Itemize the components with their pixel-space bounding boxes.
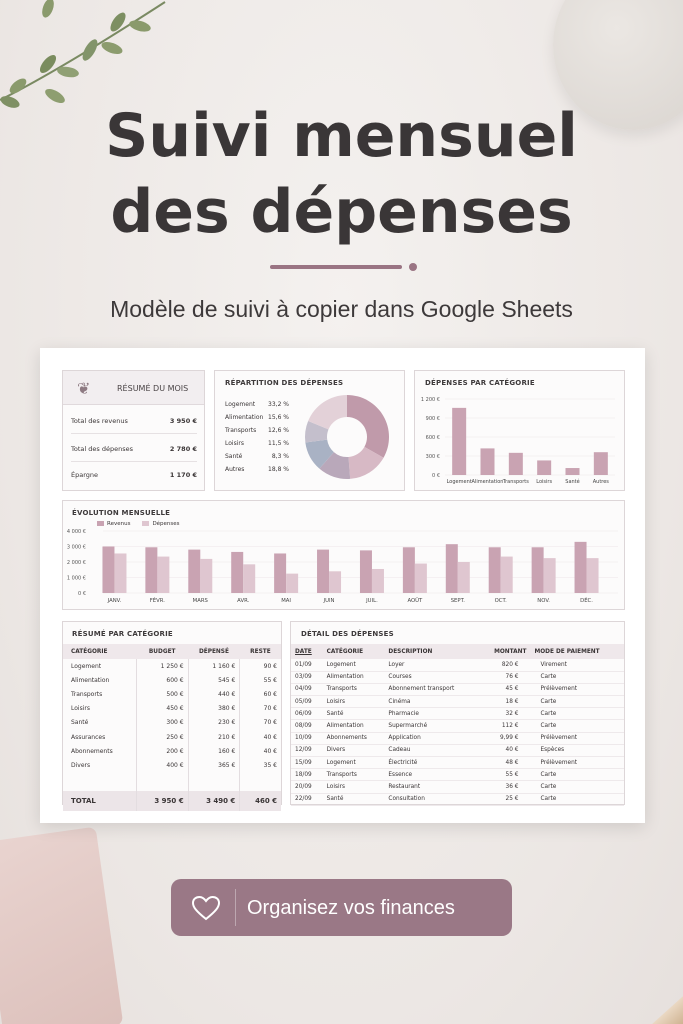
table-cell: Carte	[530, 671, 624, 683]
table-cell: 545 €	[188, 673, 240, 687]
repartition-label: Transports	[225, 427, 257, 434]
table-cell: 1 250 €	[136, 659, 188, 673]
repartition-donut-chart	[303, 393, 391, 481]
table-cell: 20/09	[291, 781, 323, 793]
table-row	[291, 769, 624, 781]
bar-depenses-5	[329, 571, 341, 593]
bar-3	[537, 460, 551, 475]
organize-finances-label: Organisez vos finances	[247, 897, 455, 919]
ytick-label: 0 €	[78, 591, 86, 597]
table-cell: 500 €	[136, 687, 188, 701]
table-cell: 40 €	[263, 747, 277, 755]
organize-finances-button[interactable]	[171, 879, 512, 936]
table-header: MODE DE PAIEMENT	[530, 644, 624, 659]
table-cell: 04/09	[291, 683, 323, 695]
table-row	[63, 687, 281, 701]
table-cell: Carte	[530, 708, 624, 720]
bar-4	[566, 468, 580, 475]
table-cell: Pharmacie	[384, 708, 478, 720]
table-cell: Santé	[323, 708, 385, 720]
repartition-label: Alimentation	[225, 414, 264, 421]
table-row	[291, 683, 624, 695]
repartition-value: 11,5 %	[268, 440, 289, 447]
table-cell: Prélèvement	[530, 683, 624, 695]
table-header: DATE	[291, 644, 323, 659]
table-cell: 300 €	[136, 716, 188, 730]
ytick-label: 600 €	[425, 435, 440, 441]
title-divider	[270, 265, 402, 269]
table-cell: Consultation	[384, 793, 478, 805]
table-cell: 03/09	[291, 671, 323, 683]
summary-row-expenses: Total des dépenses 2 780 €	[71, 445, 197, 462]
ytick-label: 900 €	[425, 416, 440, 422]
table-cell: 18/09	[291, 769, 323, 781]
bar-revenus-11	[575, 542, 587, 593]
xtick-label: DÉC.	[580, 598, 593, 604]
bar-depenses-0	[114, 553, 126, 593]
table-cell: Carte	[530, 720, 624, 732]
table-cell: 06/09	[291, 708, 323, 720]
xtick-label: OCT.	[494, 598, 507, 604]
table-cell: 440 €	[188, 687, 240, 701]
repartition-row	[225, 401, 289, 408]
table-cell: 22/09	[291, 793, 323, 805]
table-row	[63, 730, 281, 744]
xtick-label: Alimentation	[471, 479, 504, 485]
legend-item-depenses: Dépenses	[142, 521, 179, 527]
repartition-label: Santé	[225, 453, 243, 460]
total-cell: 460 €	[240, 791, 281, 811]
table-row	[291, 781, 624, 793]
xtick-label: AOÛT	[407, 598, 423, 604]
bar-revenus-3	[231, 552, 243, 593]
table-header: DESCRIPTION	[384, 644, 478, 659]
total-cell: TOTAL	[63, 791, 136, 811]
table-header: MONTANT	[479, 644, 531, 659]
bar-2	[509, 453, 523, 475]
summary-row-income: Total des revenus 3 950 €	[71, 417, 197, 434]
summary-card	[62, 370, 205, 491]
bar-depenses-10	[544, 558, 556, 593]
table-cell: 1 160 €	[188, 659, 240, 673]
table-cell: Prélèvement	[530, 757, 624, 769]
table-cell: 90 €	[263, 662, 277, 670]
heart-icon	[191, 895, 221, 921]
xtick-label: JANV.	[107, 598, 122, 604]
table-cell: 250 €	[136, 730, 188, 744]
xtick-label: NOV.	[537, 598, 550, 604]
table-cell: Espèces	[530, 744, 624, 756]
table-cell: Essence	[384, 769, 478, 781]
xtick-label: JUIN	[323, 598, 335, 604]
repartition-row	[225, 427, 289, 434]
table-row	[291, 793, 624, 805]
table-cell: 15/09	[291, 757, 323, 769]
table-cell: Transports	[323, 769, 385, 781]
table-cell: 600 €	[136, 673, 188, 687]
table-cell: Logement	[323, 757, 385, 769]
page-subtitle: Modèle de suivi à copier dans Google Sheets	[110, 296, 573, 322]
repartition-value: 33,2 %	[268, 401, 289, 408]
repartition-value: 15,6 %	[268, 414, 289, 421]
category-summary-table	[63, 644, 281, 811]
xtick-label: Transports	[502, 479, 529, 485]
table-cell: Santé	[323, 793, 385, 805]
table-cell: Logement	[63, 659, 136, 673]
table-cell: Carte	[530, 781, 624, 793]
table-row	[63, 659, 281, 673]
table-cell: 210 €	[188, 730, 240, 744]
table-cell: 25 €	[479, 793, 531, 805]
xtick-label: JUIL.	[366, 598, 378, 604]
table-cell: 365 €	[188, 758, 240, 772]
table-cell: Santé	[63, 716, 136, 730]
summary-title: RÉSUMÉ DU MOIS	[117, 384, 189, 393]
table-row	[291, 696, 624, 708]
leaf-icon: ❦	[77, 379, 91, 398]
table-cell: Virement	[530, 659, 624, 671]
xtick-label: Logement	[446, 479, 472, 485]
table-cell: 01/09	[291, 659, 323, 671]
ytick-label: 4 000 €	[66, 529, 86, 535]
category-summary-card	[62, 621, 282, 805]
xtick-label: MAI	[281, 598, 292, 604]
page-title: Suivi mensuel des dépenses	[105, 101, 578, 247]
table-cell: Restaurant	[384, 781, 478, 793]
table-cell: Divers	[63, 758, 136, 772]
bar-revenus-4	[274, 553, 286, 593]
table-row	[291, 744, 624, 756]
monthly-evolution-chart	[63, 501, 624, 609]
bar-depenses-3	[243, 564, 255, 593]
xtick-label: Loisirs	[536, 479, 553, 485]
bar-revenus-6	[360, 550, 372, 593]
xtick-label: Santé	[565, 479, 580, 485]
table-cell: Électricité	[384, 757, 478, 769]
xtick-label: FÉVR.	[149, 598, 165, 604]
table-header: RESTE	[240, 644, 281, 659]
table-cell: 12/09	[291, 744, 323, 756]
table-cell: 60 €	[263, 690, 277, 698]
table-cell: 40 €	[263, 733, 277, 741]
table-cell: 230 €	[188, 716, 240, 730]
xtick-label: MARS	[192, 598, 208, 604]
ytick-label: 1 000 €	[66, 575, 86, 582]
table-cell: 380 €	[188, 702, 240, 716]
repartition-label: Logement	[225, 401, 256, 408]
table-cell: Alimentation	[323, 671, 385, 683]
repartition-value: 8,3 %	[271, 453, 289, 460]
bar-5	[594, 452, 608, 475]
table-row	[291, 708, 624, 720]
table-cell: 55 €	[479, 769, 531, 781]
bar-depenses-11	[587, 558, 599, 593]
bar-revenus-7	[403, 547, 415, 593]
expenses-by-category-title: DÉPENSES PAR CATÉGORIE	[425, 379, 535, 387]
table-cell: Transports	[63, 687, 136, 701]
table-cell: 70 €	[263, 719, 277, 727]
table-row	[291, 659, 624, 671]
total-cell: 3 950 €	[136, 791, 188, 811]
expense-detail-title: DÉTAIL DES DÉPENSES	[301, 630, 394, 638]
bar-1	[481, 448, 495, 475]
table-row-empty	[63, 773, 281, 791]
total-cell: 3 490 €	[188, 791, 240, 811]
repartition-label: Autres	[225, 466, 245, 473]
table-cell: 05/09	[291, 696, 323, 708]
table-cell: Loisirs	[323, 781, 385, 793]
bar-revenus-9	[489, 547, 501, 593]
table-cell: 40 €	[479, 744, 531, 756]
table-row	[291, 720, 624, 732]
table-cell: 70 €	[263, 705, 277, 713]
summary-header	[63, 371, 204, 405]
bar-revenus-2	[188, 550, 200, 593]
table-row	[291, 732, 624, 744]
table-cell: Assurances	[63, 730, 136, 744]
table-cell: Cinéma	[384, 696, 478, 708]
bar-depenses-1	[157, 557, 169, 593]
table-row	[63, 758, 281, 772]
repartition-row	[225, 466, 289, 473]
table-header: BUDGET	[136, 644, 188, 659]
table-cell: 400 €	[136, 758, 188, 772]
table-cell: Loisirs	[323, 696, 385, 708]
table-header: DÉPENSÉ	[188, 644, 240, 659]
bar-depenses-8	[458, 562, 470, 593]
table-cell: 35 €	[263, 761, 277, 769]
xtick-label: Autres	[592, 479, 609, 485]
table-cell: Application	[384, 732, 478, 744]
title-divider-dot	[409, 263, 417, 271]
repartition-row	[225, 414, 289, 421]
repartition-title: RÉPARTITION DES DÉPENSES	[225, 379, 344, 387]
xtick-label: SEPT.	[450, 598, 465, 604]
table-cell: Prélèvement	[530, 732, 624, 744]
bar-revenus-5	[317, 550, 329, 593]
table-row-total	[63, 791, 281, 811]
bar-revenus-1	[145, 547, 157, 593]
bar-depenses-6	[372, 569, 384, 593]
table-cell: Transports	[323, 683, 385, 695]
table-cell: 820 €	[479, 659, 531, 671]
repartition-value: 12,6 %	[268, 427, 289, 434]
bar-revenus-10	[532, 547, 544, 593]
spreadsheet-preview	[40, 348, 645, 823]
donut-slice-0	[347, 395, 389, 458]
table-cell: 112 €	[479, 720, 531, 732]
category-summary-title: RÉSUMÉ PAR CATÉGORIE	[72, 630, 173, 638]
expenses-by-category-chart	[415, 371, 624, 490]
table-cell: Abonnements	[323, 732, 385, 744]
table-cell: 10/09	[291, 732, 323, 744]
table-cell: Divers	[323, 744, 385, 756]
table-cell: Abonnement transport	[384, 683, 478, 695]
summary-row-savings: Épargne 1 170 €	[71, 471, 197, 479]
table-cell: Supermarché	[384, 720, 478, 732]
ytick-label: 2 000 €	[66, 560, 86, 566]
table-cell: 200 €	[136, 744, 188, 758]
table-cell: 55 €	[263, 676, 277, 684]
table-cell: Abonnements	[63, 744, 136, 758]
bar-depenses-9	[501, 557, 513, 593]
bar-revenus-8	[446, 544, 458, 593]
table-cell: Carte	[530, 793, 624, 805]
table-header: CATÉGORIE	[323, 644, 385, 659]
table-row	[291, 757, 624, 769]
table-cell: 08/09	[291, 720, 323, 732]
table-cell: Cadeau	[384, 744, 478, 756]
table-row	[291, 671, 624, 683]
repartition-label: Loisirs	[225, 440, 244, 447]
bar-depenses-2	[200, 559, 212, 593]
table-cell: Alimentation	[63, 673, 136, 687]
table-cell: Carte	[530, 696, 624, 708]
table-cell: Alimentation	[323, 720, 385, 732]
table-cell: Loisirs	[63, 702, 136, 716]
ytick-label: 1 200 €	[420, 397, 440, 403]
table-row	[63, 673, 281, 687]
table-row	[63, 744, 281, 758]
table-cell: 76 €	[479, 671, 531, 683]
table-cell: 9,99 €	[479, 732, 531, 744]
table-cell: 32 €	[479, 708, 531, 720]
bar-revenus-0	[102, 547, 114, 594]
table-cell: 160 €	[188, 744, 240, 758]
repartition-card	[214, 370, 405, 491]
table-cell: 450 €	[136, 702, 188, 716]
monthly-evolution-title: ÉVOLUTION MENSUELLE	[72, 509, 171, 517]
expense-detail-table	[291, 644, 624, 806]
repartition-value: 18,8 %	[268, 466, 289, 473]
table-cell: Loyer	[384, 659, 478, 671]
expense-detail-card	[290, 621, 625, 805]
table-row	[63, 702, 281, 716]
expenses-by-category-card	[414, 370, 625, 491]
monthly-evolution-card	[62, 500, 625, 610]
table-cell: Logement	[323, 659, 385, 671]
ytick-label: 3 000 €	[66, 544, 86, 551]
table-row	[63, 716, 281, 730]
bar-depenses-7	[415, 564, 427, 593]
bar-0	[452, 408, 466, 475]
table-cell: 48 €	[479, 757, 531, 769]
table-cell: Carte	[530, 769, 624, 781]
table-cell: 18 €	[479, 696, 531, 708]
button-separator	[235, 889, 236, 926]
ytick-label: 300 €	[425, 454, 440, 460]
xtick-label: AVR.	[237, 598, 250, 604]
table-header: CATÉGORIE	[63, 644, 136, 659]
bar-depenses-4	[286, 574, 298, 593]
table-cell: 36 €	[479, 781, 531, 793]
repartition-row	[225, 440, 289, 447]
ytick-label: 0 €	[432, 473, 440, 479]
table-cell: 45 €	[479, 683, 531, 695]
table-cell: Courses	[384, 671, 478, 683]
legend-item-revenus: Revenus	[97, 521, 130, 527]
repartition-row	[225, 453, 289, 460]
